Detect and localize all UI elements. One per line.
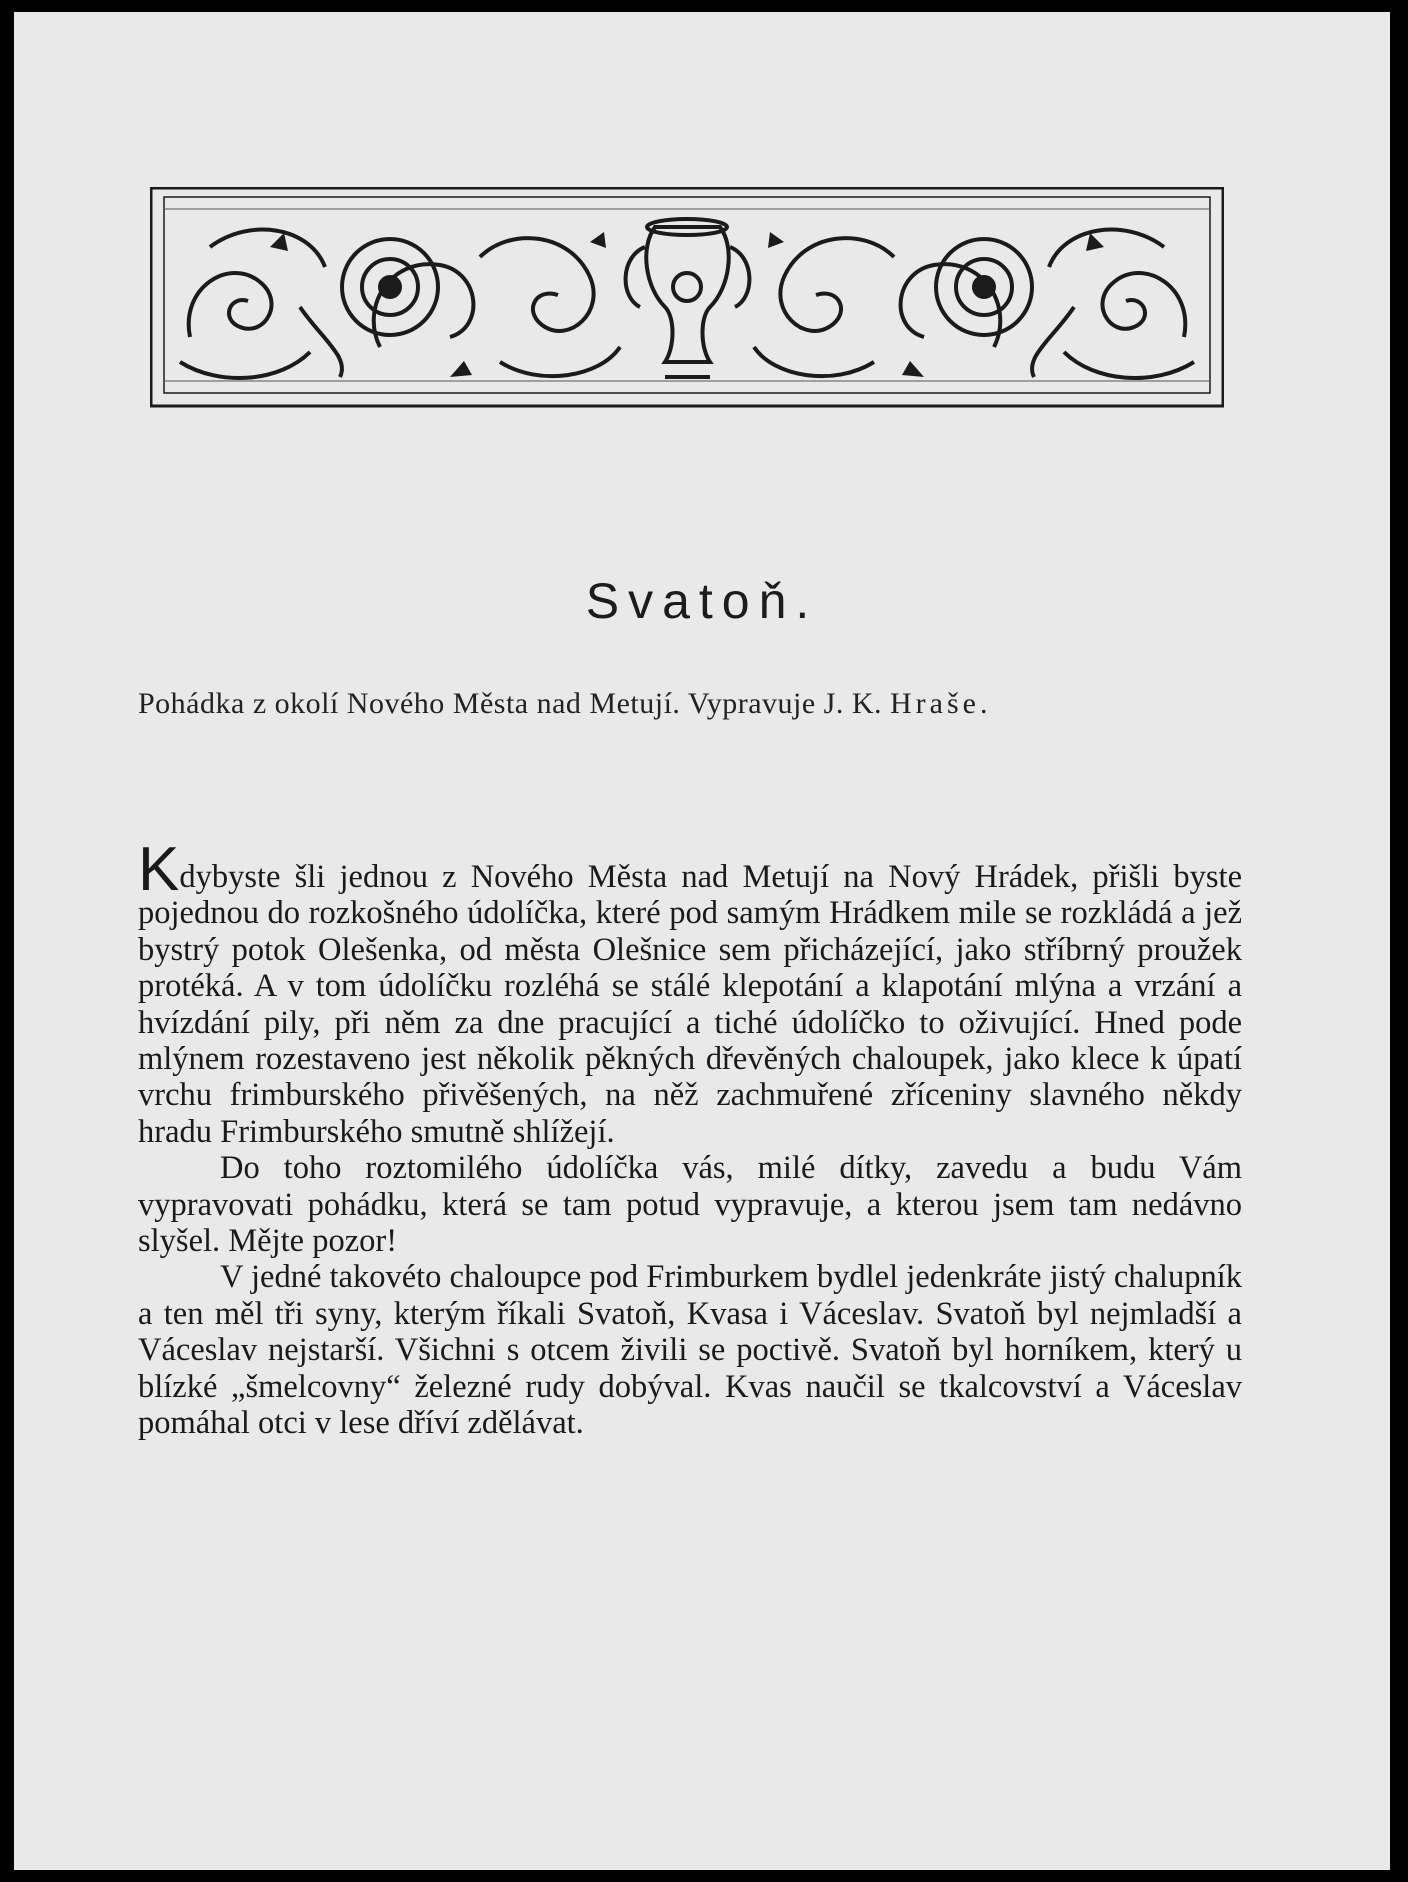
story-body	[138, 835, 1242, 1442]
paragraph-2: Do toho roztomilého údolíčka vás, milé dítky, zavedu a budu Vám vypravovati pohádku, která se tam potud vypravuje, a kterou jsem tam nedávno slyšel. Mějte pozor!	[138, 1150, 1242, 1260]
subtitle-text: Pohádka z okolí Nového Města nad Metují. Vypravuje J. K.	[138, 687, 883, 720]
author-name: Hraše.	[890, 687, 992, 720]
paragraph-3: V jedné takovéto chaloupce pod Frimburkem bydlel jedenkráte jistý chalupník a ten měl tři syny, kterým říkali Svatoň, Kvasa i Váceslav. Svatoň byl nejmladší a Váceslav nejstarší. Všichni s otcem živili se poctivě. Svatoň byl horníkem, který u blízké „šmelcovny“ železné rudy dobýval. Kvas naučil se tkalcovství a Váceslav pomáhal otci v lese dříví zdělávat.	[138, 1259, 1242, 1442]
book-page	[14, 12, 1390, 1870]
header-ornament	[150, 187, 1224, 409]
paragraph-1-text: dybyste šli jednou z Nového Města nad Metují na Nový Hrádek, přišli byste pojednou do rozkošného údolíčka, které pod samým Hrádkem mile se rozkládá a jež bystrý potok Olešenka, od města Olešnice sem přicházející, jako stříbrný proužek protéká. A v tom údolíčku rozléhá se stálé klepotání a klapotání mlýna a vrzání a hvízdání pily, při něm za dne pracující a tiché údolíčko to oživující. Hned pode mlýnem rozestaveno jest několik pěkných dřevěných chaloupek, jako klece k úpatí vrchu frimburského přivěšených, na něž zachmuřené zříceniny slavného někdy hradu Frimburského smutně shlížejí.	[138, 859, 1242, 1150]
drop-cap: K	[138, 835, 180, 904]
paragraph-1	[138, 835, 1242, 1150]
floral-scroll-ornament-icon	[150, 187, 1224, 409]
story-subtitle	[138, 687, 1242, 721]
story-title: Svatoň.	[585, 573, 819, 629]
